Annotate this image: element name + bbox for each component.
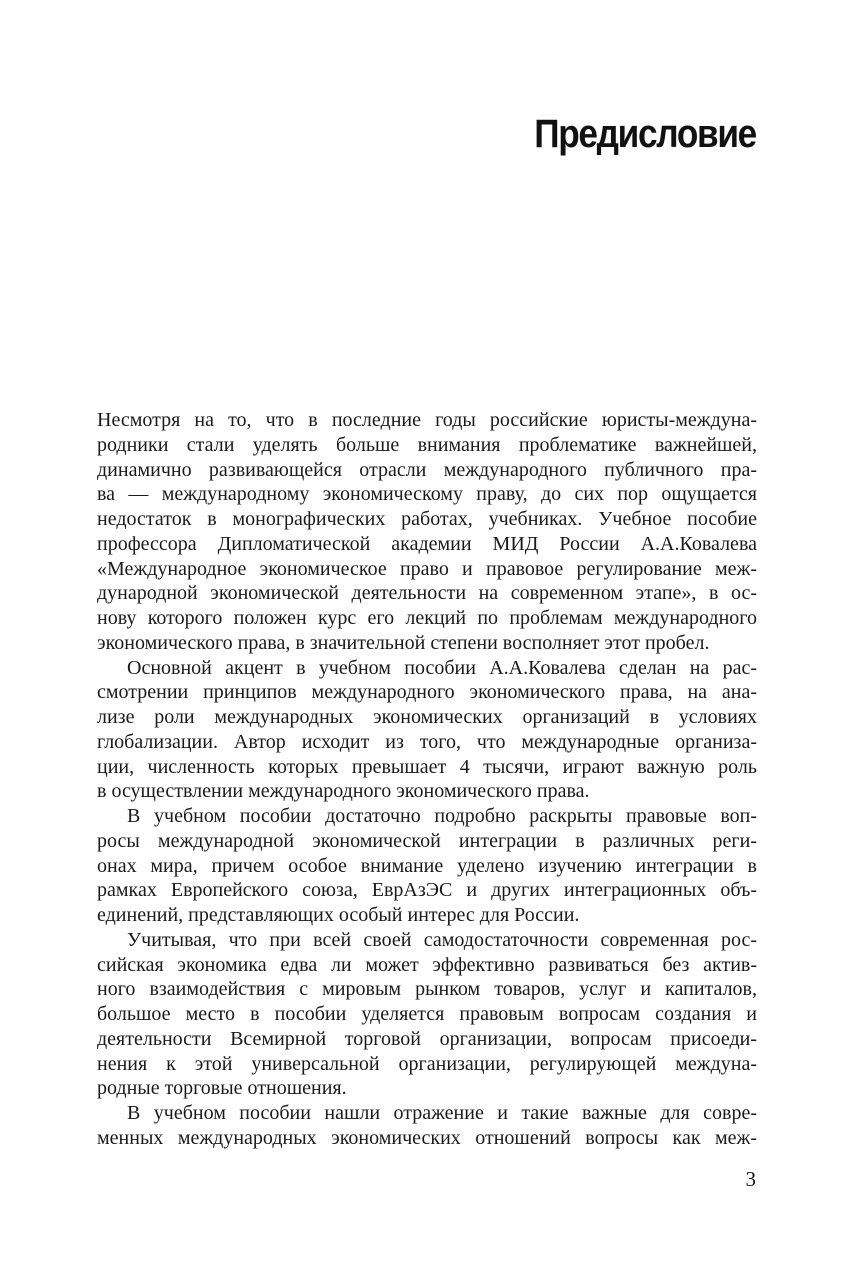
text-line: экономического права, в значительной степени восполняет этот пробел. xyxy=(97,631,710,654)
text-line: родники стали уделять больше внимания проблематике важнейшей, xyxy=(97,433,757,456)
text-line: родные торговые отношения. xyxy=(97,1077,347,1100)
text-line: Основной акцент в учебном пособии А.А.Ковалева сделан на рас- xyxy=(127,656,757,679)
text-line: росы международной экономической интеграции в различных реги- xyxy=(97,829,757,852)
page-title: Предисловие xyxy=(534,112,756,156)
text-line: В учебном пособии достаточно подробно раскрыты правовые воп- xyxy=(127,805,757,827)
text-line: онах мира, причем особое внимание уделено изучению интеграции в xyxy=(97,854,757,877)
text-line: глобализации. Автор исходит из того, что международные организа- xyxy=(97,730,757,753)
text-line: дународной экономической деятельности на современном этапе», в ос- xyxy=(97,582,757,605)
text-line: В учебном пособии нашли отражение и такие важные для совре- xyxy=(127,1102,757,1124)
text-line: ции, численность которых превышает 4 тысячи, играют важную роль xyxy=(97,755,757,778)
text-line: сийская экономика едва ли может эффективно развиваться без актив- xyxy=(97,953,757,976)
text-line: «Международное экономическое право и правовое регулирование меж- xyxy=(97,557,757,580)
page-number: 3 xyxy=(745,1167,756,1191)
text-line: менных международных экономических отношений вопросы как меж- xyxy=(97,1126,757,1149)
body-text xyxy=(97,408,757,1151)
text-line: нения к этой универсальной организации, регулирующей междуна- xyxy=(97,1052,757,1075)
text-line: рамках Европейского союза, ЕврАзЭС и других интеграционных объ- xyxy=(97,879,757,902)
text-line: Учитывая, что при всей своей самодостаточности современная рос- xyxy=(127,928,757,951)
text-line: смотрении принципов международного экономического права, на ана- xyxy=(97,681,757,704)
text-line: Несмотря на то, что в последние годы российские юристы-междуна- xyxy=(97,409,757,431)
text-line: ного взаимодействия с мировым рынком товаров, услуг и капиталов, xyxy=(97,978,757,1001)
text-line: большое место в пособии уделяется правовым вопросам создания и xyxy=(97,1003,757,1025)
text-line: нову которого положен курс его лекций по проблемам международного xyxy=(97,607,757,629)
text-line: ва — международному экономическому праву, до сих пор ощущается xyxy=(97,483,757,506)
text-line: деятельности Всемирной торговой организации, вопросам присоеди- xyxy=(97,1027,757,1050)
text-line: в осуществлении международного экономического права. xyxy=(97,780,590,803)
text-line: единений, представляющих особый интерес для России. xyxy=(97,904,580,926)
text-line: недостаток в монографических работах, учебниках. Учебное пособие xyxy=(97,508,757,530)
text-line: лизе роли международных экономических организаций в условиях xyxy=(97,706,757,728)
text-line: профессора Дипломатической академии МИД России А.А.Ковалева xyxy=(97,532,757,555)
text-line: динамично развивающейся отрасли международного публичного пра- xyxy=(97,458,757,481)
